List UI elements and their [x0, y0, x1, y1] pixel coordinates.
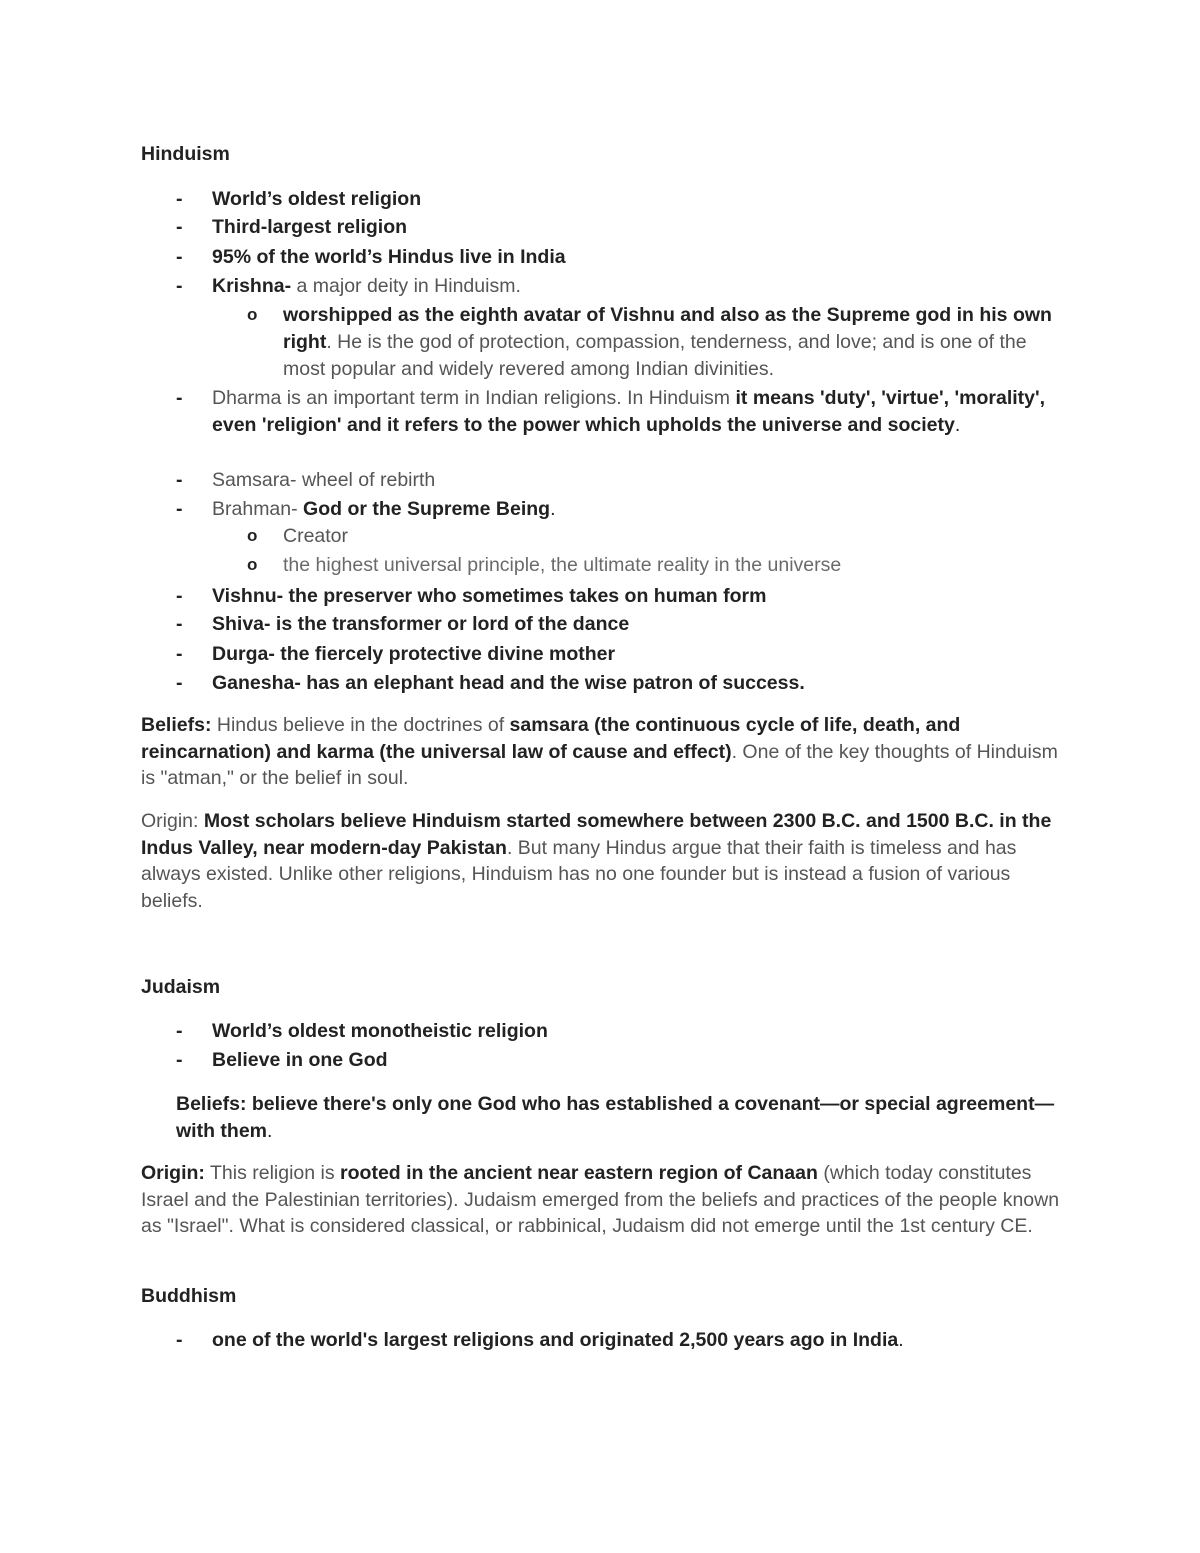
dash-bullet: -	[176, 469, 183, 491]
dash-bullet: -	[176, 672, 183, 694]
origin-label: Origin:	[141, 810, 204, 832]
list-item-text	[212, 385, 1062, 438]
judaism-beliefs-period: .	[267, 1119, 273, 1142]
origin-bold: Most scholars believe Hinduism started somewhere between 2300 B.C. and 1500 B.C. in the Indus Valley, near modern-day Pakistan	[141, 810, 1052, 859]
list-item-text: World’s oldest monotheistic religion	[212, 1020, 548, 1042]
list-item-text: Vishnu- the preserver who sometimes takes on human form	[212, 585, 767, 607]
dash-bullet: -	[176, 585, 183, 607]
brahman-term: Brahman-	[212, 498, 304, 520]
beliefs-rest: . One of the key thoughts of Hinduism is "atman," or the belief in soul.	[141, 740, 1058, 789]
section-heading-hinduism: Hinduism	[141, 143, 230, 165]
dharma-meaning: it means 'duty', 'virtue', 'morality', even 'religion' and it refers to the power which upholds the universe and society	[212, 387, 1046, 436]
judaism-origin-rest: (which today constitutes Israel and the Palestinian territories). Judaism emerged from the beliefs and practices of the people known as "Israel". What is considered classical, or rabbinical, Judaism did not emerge until the 1st century CE.	[141, 1162, 1060, 1237]
brahman-period: .	[550, 498, 556, 520]
beliefs-label: Beliefs:	[141, 714, 212, 736]
origin-rest: . But many Hindus argue that their faith is timeless and has always existed. Unlike other religions, Hinduism has no one founder but is instead a fusion of various beliefs.	[141, 836, 1017, 912]
brahman-definition: God or the Supreme Being	[303, 498, 551, 520]
beliefs-bold: samsara (the continuous cycle of life, death, and reincarnation) and karma (the universal law of cause and effect)	[141, 714, 961, 763]
dash-bullet: -	[176, 387, 183, 409]
list-item-text: Durga- the fiercely protective divine mother	[212, 643, 616, 665]
dash-bullet: -	[176, 613, 183, 635]
sub-list-item-text	[283, 302, 1063, 383]
circle-bullet: o	[247, 555, 258, 574]
dash-bullet: -	[176, 1020, 183, 1042]
list-item-text: Shiva- is the transformer or lord of the dance	[212, 613, 630, 635]
circle-bullet: o	[247, 526, 258, 545]
buddhism-item-bold: one of the world's largest religions and originated 2,500 years ago in India	[212, 1329, 899, 1351]
list-item-text: Third-largest religion	[212, 216, 408, 238]
circle-bullet: o	[247, 305, 258, 324]
dash-bullet: -	[176, 1329, 183, 1351]
beliefs-intro: Hindus believe in the doctrines of	[211, 714, 510, 736]
judaism-origin-intro: This religion is	[204, 1162, 341, 1184]
judaism-origin-bold: rooted in the ancient near eastern region of Canaan	[340, 1162, 818, 1184]
dash-bullet: -	[176, 188, 183, 210]
list-item-text: Believe in one God	[212, 1049, 388, 1071]
hinduism-origin-paragraph	[141, 808, 1061, 914]
judaism-origin-label: Origin:	[141, 1162, 205, 1184]
dash-bullet: -	[176, 275, 183, 297]
list-item-text	[212, 273, 1062, 300]
list-item-text	[212, 1327, 1062, 1354]
buddhism-item-period: .	[898, 1329, 904, 1351]
dash-bullet: -	[176, 498, 183, 520]
hinduism-beliefs-paragraph	[141, 712, 1061, 792]
judaism-beliefs-bold: Beliefs: believe there's only one God who has established a covenant—or special agreement—with them	[176, 1093, 1055, 1142]
sub-list-item-text: Creator	[283, 525, 349, 547]
judaism-origin-paragraph	[141, 1160, 1061, 1240]
dash-bullet: -	[176, 1049, 183, 1071]
dash-bullet: -	[176, 246, 183, 268]
dash-bullet: -	[176, 643, 183, 665]
list-item-text: Samsara- wheel of rebirth	[212, 469, 436, 491]
krishna-description: . He is the god of protection, compassion, tenderness, and love; and is one of the most popular and widely revered among Indian divinities.	[283, 331, 1027, 380]
dash-bullet: -	[176, 216, 183, 238]
list-item-text	[212, 496, 1062, 523]
list-item-text: 95% of the world’s Hindus live in India	[212, 246, 566, 268]
dharma-period: .	[954, 413, 961, 436]
list-item-text: Ganesha- has an elephant head and the wise patron of success.	[212, 672, 805, 694]
judaism-beliefs-paragraph	[176, 1091, 1056, 1144]
term-krishna: Krishna-	[212, 275, 292, 297]
section-heading-judaism: Judaism	[141, 976, 221, 998]
krishna-definition: a major deity in Hinduism.	[291, 275, 521, 297]
list-item-text: World’s oldest religion	[212, 188, 422, 210]
section-heading-buddhism: Buddhism	[141, 1285, 237, 1307]
dharma-intro: Dharma is an important term in Indian religions. In Hinduism	[212, 387, 736, 409]
krishna-worship-bold: worshipped as the eighth avatar of Vishnu and also as the Supreme god in his own right	[283, 304, 1052, 353]
sub-list-item-text: the highest universal principle, the ultimate reality in the universe	[283, 554, 842, 576]
